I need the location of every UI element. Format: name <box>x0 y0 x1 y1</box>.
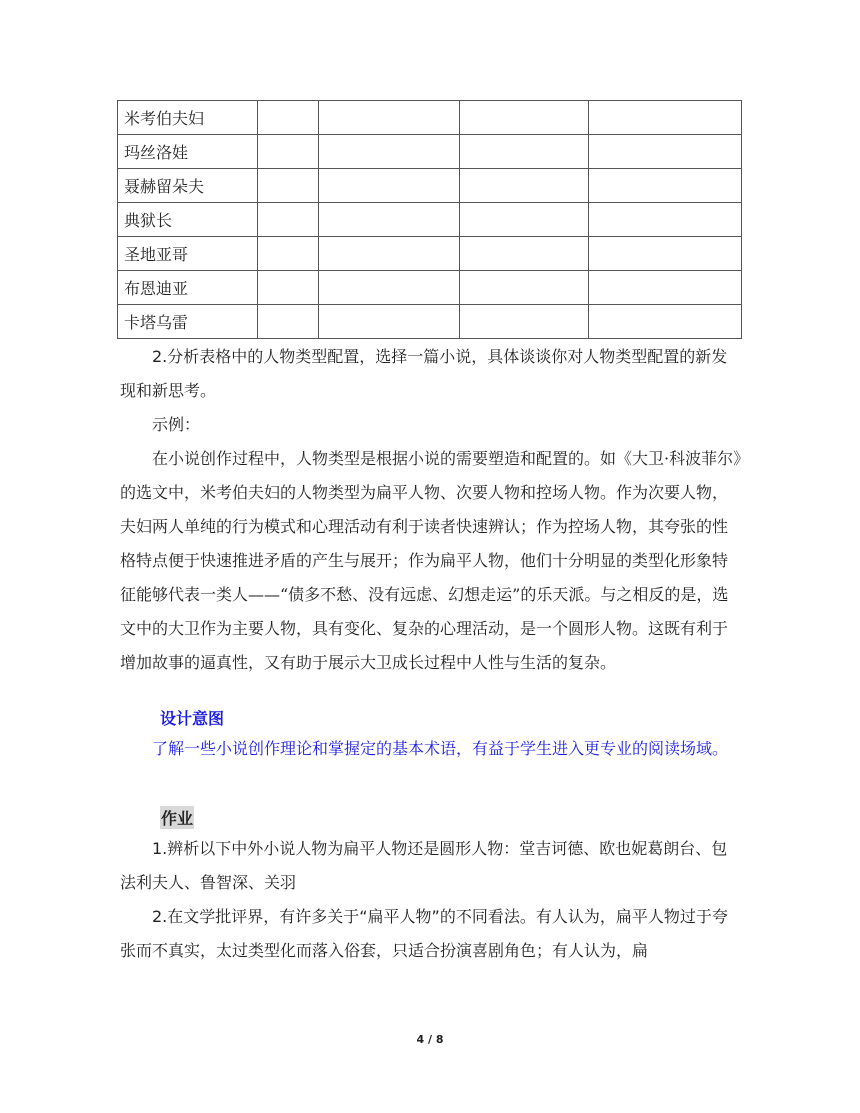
character-type-table <box>117 100 742 339</box>
empty-cell <box>460 305 589 339</box>
empty-cell <box>589 203 742 237</box>
empty-cell <box>258 169 319 203</box>
character-name-cell: 布恩迪亚 <box>118 271 258 305</box>
empty-cell <box>319 135 460 169</box>
empty-cell <box>319 203 460 237</box>
page-number: 4 / 8 <box>416 1033 444 1046</box>
character-name-cell: 米考伯夫妇 <box>118 101 258 135</box>
character-name-cell: 卡塔乌雷 <box>118 305 258 339</box>
empty-cell <box>589 237 742 271</box>
empty-cell <box>460 135 589 169</box>
table-row <box>118 237 742 271</box>
question-2-text: 2.分析表格中的人物类型配置，选择一篇小说，具体谈谈你对人物类型配置的新发现和新思考。 <box>120 347 728 400</box>
empty-cell <box>589 101 742 135</box>
homework-heading: 作业 <box>160 806 194 829</box>
design-intent-body: 了解一些小说创作理论和掌握定的基本术语，有益于学生进入更专业的阅读场域。 <box>152 739 729 758</box>
empty-cell <box>319 237 460 271</box>
character-name-cell: 圣地亚哥 <box>118 237 258 271</box>
example-label: 示例： <box>152 415 201 434</box>
empty-cell <box>258 203 319 237</box>
empty-cell <box>460 203 589 237</box>
empty-cell <box>589 169 742 203</box>
empty-cell <box>589 271 742 305</box>
empty-cell <box>258 101 319 135</box>
character-name-cell: 玛丝洛娃 <box>118 135 258 169</box>
homework-item-1: 1.辨析以下中外小说人物为扁平人物还是圆形人物：堂吉诃德、欧也妮葛朗台、包法利夫人、鲁智深、关羽 <box>120 839 728 892</box>
table-row <box>118 305 742 339</box>
character-name-cell: 典狱长 <box>118 203 258 237</box>
table-row <box>118 203 742 237</box>
homework-item-2: 2.在文学批评界，有许多关于“扁平人物”的不同看法。有人认为，扁平人物过于夸张而不真实，太过类型化而落入俗套，只适合扮演喜剧角色；有人认为，扁 <box>120 907 728 960</box>
table-row <box>118 169 742 203</box>
table-row <box>118 271 742 305</box>
empty-cell <box>319 305 460 339</box>
design-intent-heading: 设计意图 <box>160 709 225 728</box>
empty-cell <box>589 135 742 169</box>
empty-cell <box>258 135 319 169</box>
empty-cell <box>319 101 460 135</box>
empty-cell <box>460 237 589 271</box>
character-name-cell: 聂赫留朵夫 <box>118 169 258 203</box>
empty-cell <box>460 271 589 305</box>
empty-cell <box>258 271 319 305</box>
empty-cell <box>460 169 589 203</box>
table-row <box>118 101 742 135</box>
empty-cell <box>589 305 742 339</box>
example-body: 在小说创作过程中，人物类型是根据小说的需要塑造和配置的。如《大卫·科波菲尔》的选文中，米考伯夫妇的人物类型为扁平人物、次要人物和控场人物。作为次要人物，夫妇两人单纯的行为模式和心理活动有利于读者快速辨认；作为控场人物，其夸张的性格特点便于快速推进矛盾的产生与展开；作为扁平人物，他们十分明显的类型化形象特征能够代表一类人——“债多不愁、没有远虑、幻想走运”的乐天派。与之相反的是，选文中的大卫作为主要人物，具有变化、复杂的心理活动，是一个圆形人物。这既有利于增加故事的逼真性，又有助于展示大卫成长过程中人性与生活的复杂。 <box>120 449 742 672</box>
empty-cell <box>319 271 460 305</box>
empty-cell <box>258 305 319 339</box>
empty-cell <box>319 169 460 203</box>
empty-cell <box>258 237 319 271</box>
empty-cell <box>460 101 589 135</box>
table-row <box>118 135 742 169</box>
